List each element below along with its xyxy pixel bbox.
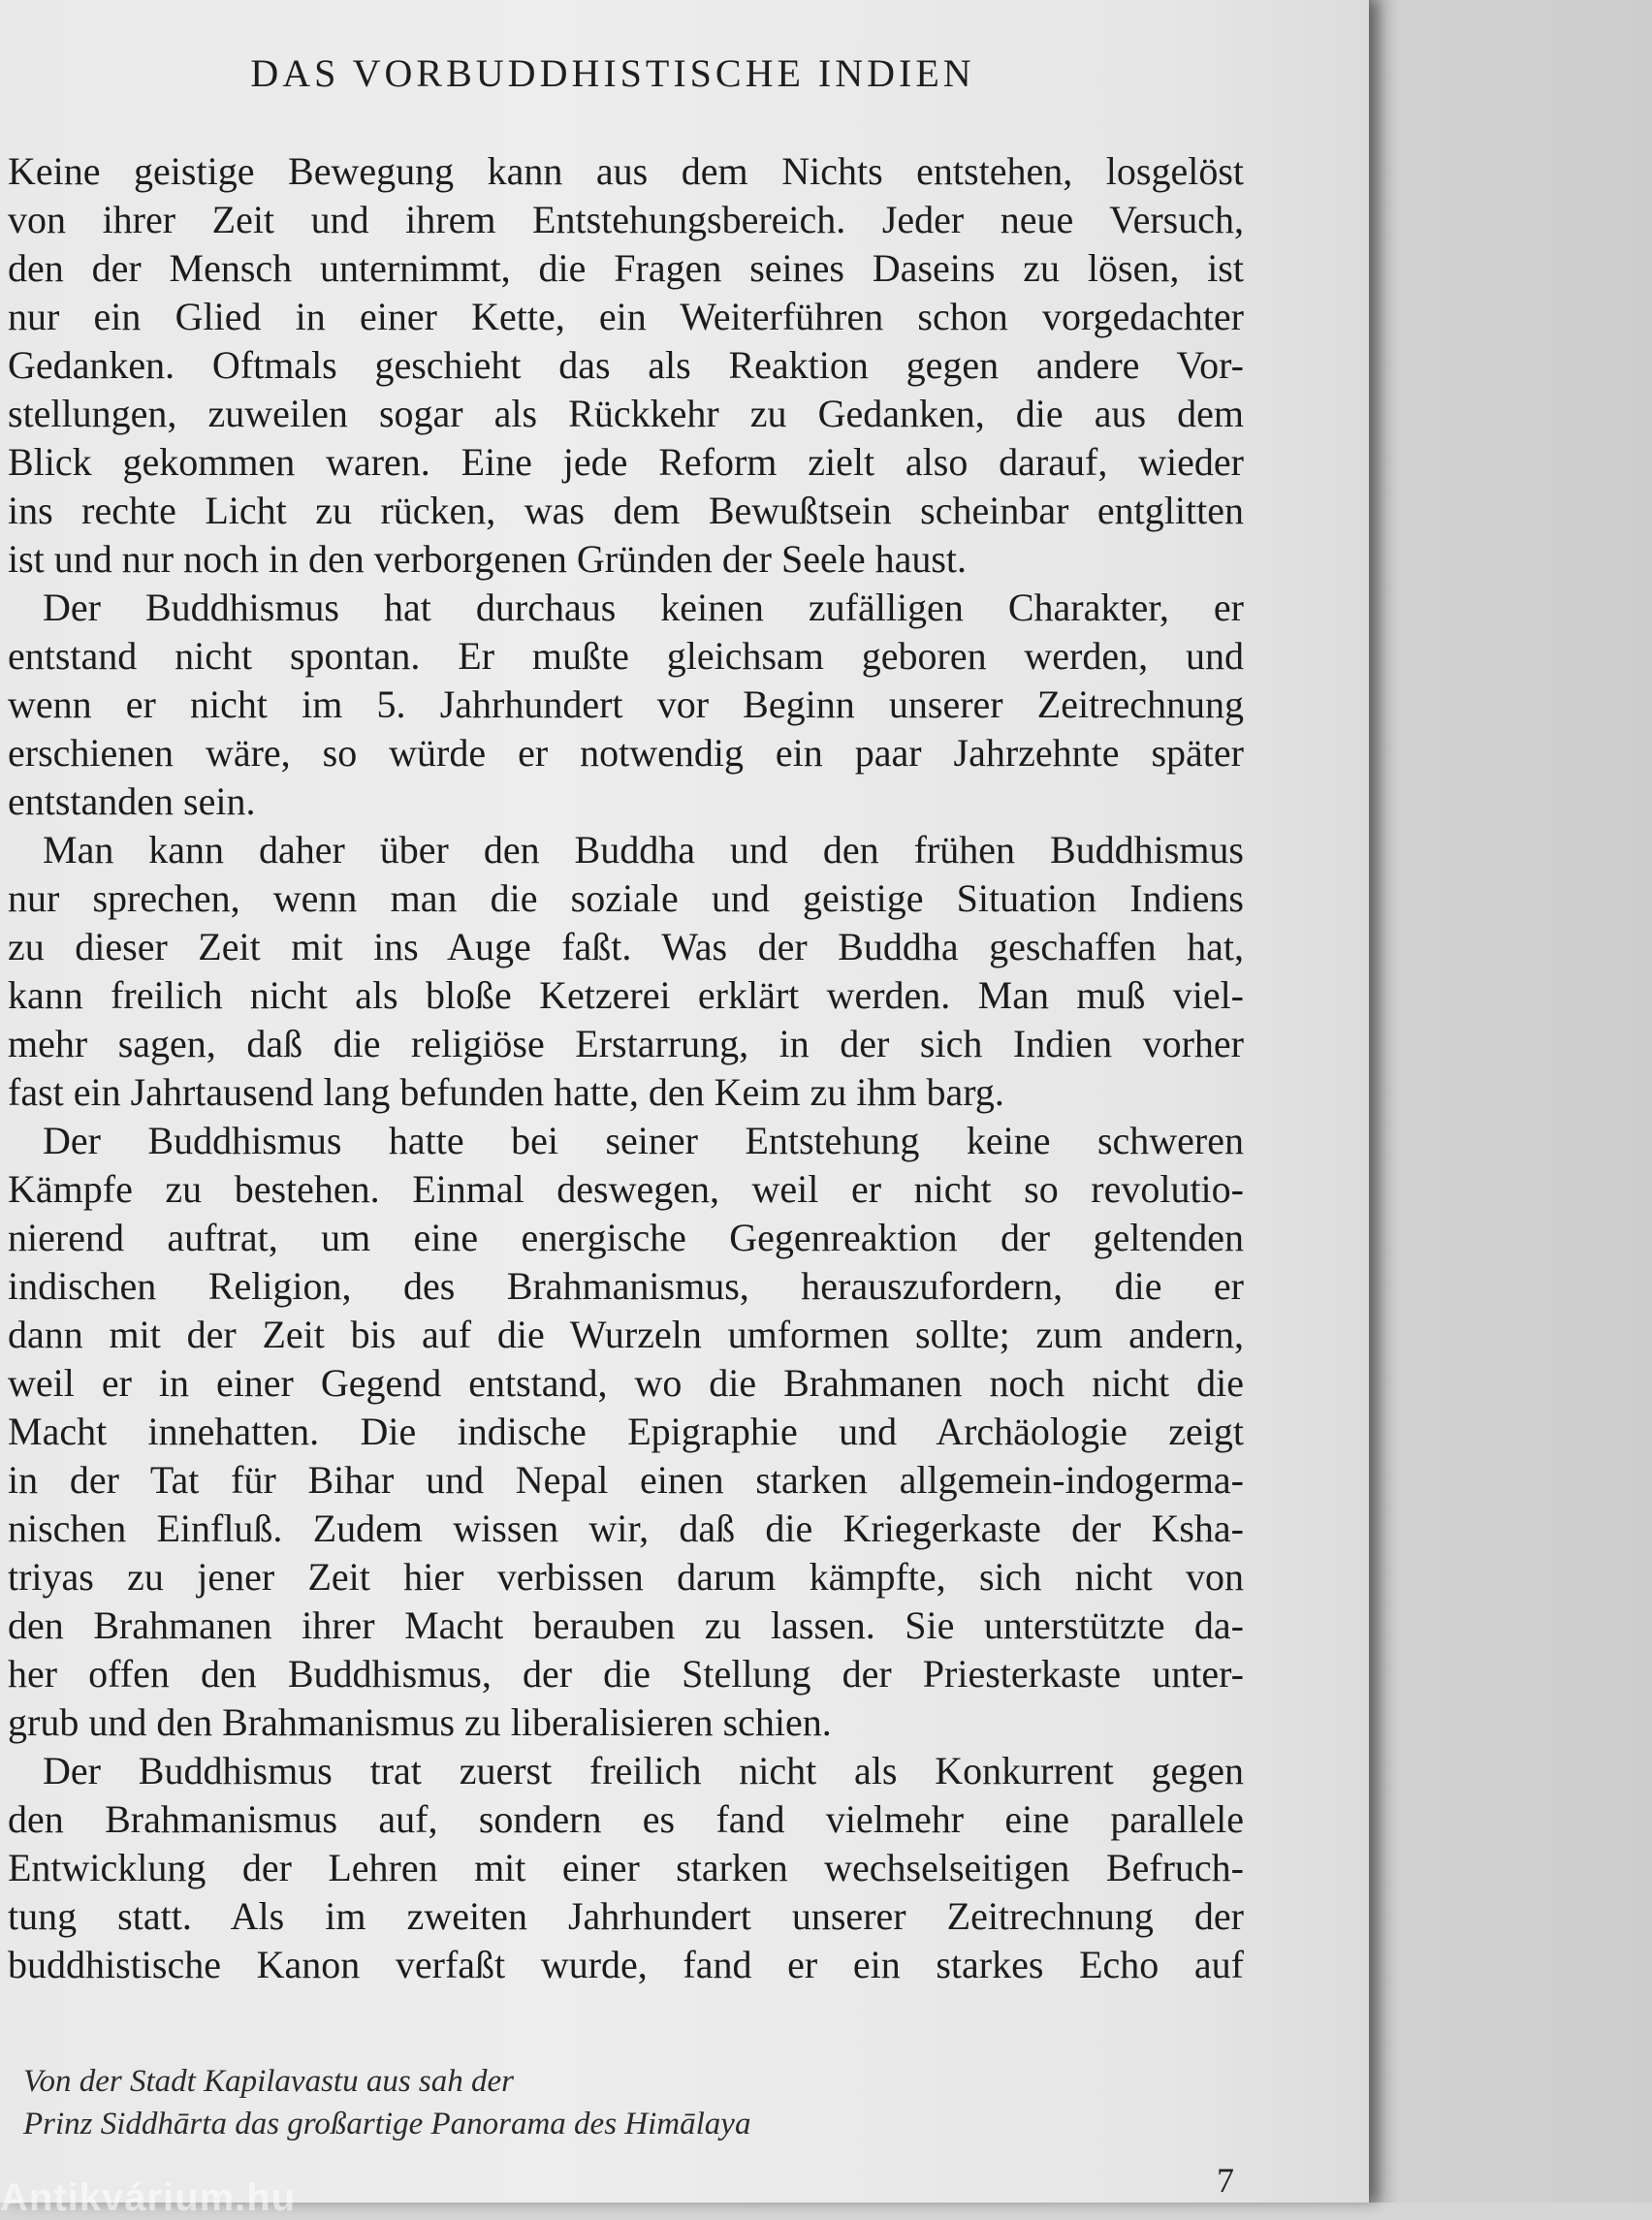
text-line: den der Mensch unternimmt, die Fragen seines Daseins zu lösen, ist (8, 246, 1244, 290)
paragraph (8, 1117, 1244, 1747)
paragraph (8, 1747, 1244, 1989)
running-head: DAS VORBUDDHISTISCHE INDIEN (250, 51, 975, 95)
text-line: Kämpfe zu bestehen. Einmal deswegen, weil er nicht so revolutio- (8, 1167, 1244, 1211)
text-line: von ihrer Zeit und ihrem Entstehungsbereich. Jeder neue Versuch, (8, 198, 1244, 241)
text-line: grub und den Brahmanismus zu liberalisieren schien. (8, 1700, 832, 1744)
page-number: 7 (1217, 2161, 1234, 2200)
text-line: entstanden sein. (8, 779, 256, 823)
watermark: Antikvárium.hu (0, 2176, 297, 2219)
text-line: den Brahmanen ihrer Macht berauben zu lassen. Sie unterstützte da- (8, 1603, 1244, 1647)
text-line: nischen Einfluß. Zudem wissen wir, daß die Kriegerkaste der Ksha- (8, 1506, 1244, 1550)
text-line: den Brahmanismus auf, sondern es fand vielmehr eine parallele (8, 1797, 1244, 1841)
text-line: erschienen wäre, so würde er notwendig ein paar Jahrzehnte später (8, 731, 1244, 775)
text-line: ins rechte Licht zu rücken, was dem Bewußtsein scheinbar entglitten (8, 489, 1244, 532)
text-line: nur sprechen, wenn man die soziale und geistige Situation Indiens (8, 876, 1244, 920)
caption-line-2: Prinz Siddhārta das großartige Panorama des Himālaya (23, 2107, 751, 2141)
text-line: Keine geistige Bewegung kann aus dem Nichts entstehen, losgelöst (8, 149, 1244, 193)
text-line: fast ein Jahrtausend lang befunden hatte, den Keim zu ihm barg. (8, 1070, 1004, 1114)
text-line: stellungen, zuweilen sogar als Rückkehr zu Gedanken, die aus dem (8, 392, 1244, 435)
text-line: weil er in einer Gegend entstand, wo die Brahmanen noch nicht die (8, 1361, 1244, 1405)
text-line: Entwicklung der Lehren mit einer starken wechselseitigen Befruch- (8, 1846, 1244, 1889)
text-line: tung statt. Als im zweiten Jahrhundert unserer Zeitrechnung der (8, 1894, 1244, 1938)
text-line: indischen Religion, des Brahmanismus, herauszufordern, die er (8, 1264, 1244, 1308)
text-line: Der Buddhismus hat durchaus keinen zufälligen Charakter, er (43, 586, 1244, 629)
text-line: in der Tat für Bihar und Nepal einen starken allgemein-indogerma- (8, 1458, 1244, 1502)
text-line: mehr sagen, daß die religiöse Erstarrung, in der sich Indien vorher (8, 1022, 1244, 1065)
body-text (8, 147, 1244, 1989)
text-line: buddhistische Kanon verfaßt wurde, fand er ein starkes Echo auf (8, 1943, 1244, 1986)
text-line: ist und nur noch in den verborgenen Gründen der Seele haust. (8, 537, 968, 581)
text-line: Macht innehatten. Die indische Epigraphie und Archäologie zeigt (8, 1410, 1244, 1453)
text-line: Man kann daher über den Buddha und den frühen Buddhismus (43, 828, 1244, 872)
text-line: kann freilich nicht als bloße Ketzerei erklärt werden. Man muß viel- (8, 973, 1244, 1017)
text-line: Blick gekommen waren. Eine jede Reform zielt also darauf, wieder (8, 440, 1244, 484)
paragraph (8, 584, 1244, 826)
text-line: wenn er nicht im 5. Jahrhundert vor Beginn unserer Zeitrechnung (8, 682, 1244, 726)
page-edge-shadow (1369, 0, 1398, 2203)
paragraph (8, 826, 1244, 1117)
text-line: entstand nicht spontan. Er mußte gleichsam geboren werden, und (8, 634, 1244, 678)
text-line: Der Buddhismus hatte bei seiner Entstehung keine schweren (43, 1119, 1244, 1162)
paragraph (8, 147, 1244, 584)
text-line: Der Buddhismus trat zuerst freilich nicht als Konkurrent gegen (43, 1749, 1244, 1792)
text-line: Gedanken. Oftmals geschieht das als Reaktion gegen andere Vor- (8, 343, 1244, 387)
text-line: nur ein Glied in einer Kette, ein Weiterführen schon vorgedachter (8, 295, 1244, 338)
text-line: dann mit der Zeit bis auf die Wurzeln umformen sollte; zum andern, (8, 1313, 1244, 1356)
figure-caption (23, 2060, 993, 2145)
text-line: nierend auftrat, um eine energische Gegenreaktion der geltenden (8, 1216, 1244, 1259)
text-line: triyas zu jener Zeit hier verbissen darum kämpfte, sich nicht von (8, 1555, 1244, 1599)
text-line: zu dieser Zeit mit ins Auge faßt. Was der Buddha geschaffen hat, (8, 925, 1244, 968)
caption-line-1: Von der Stadt Kapilavastu aus sah der (23, 2064, 515, 2099)
text-line: her offen den Buddhismus, der die Stellung der Priesterkaste unter- (8, 1652, 1244, 1696)
